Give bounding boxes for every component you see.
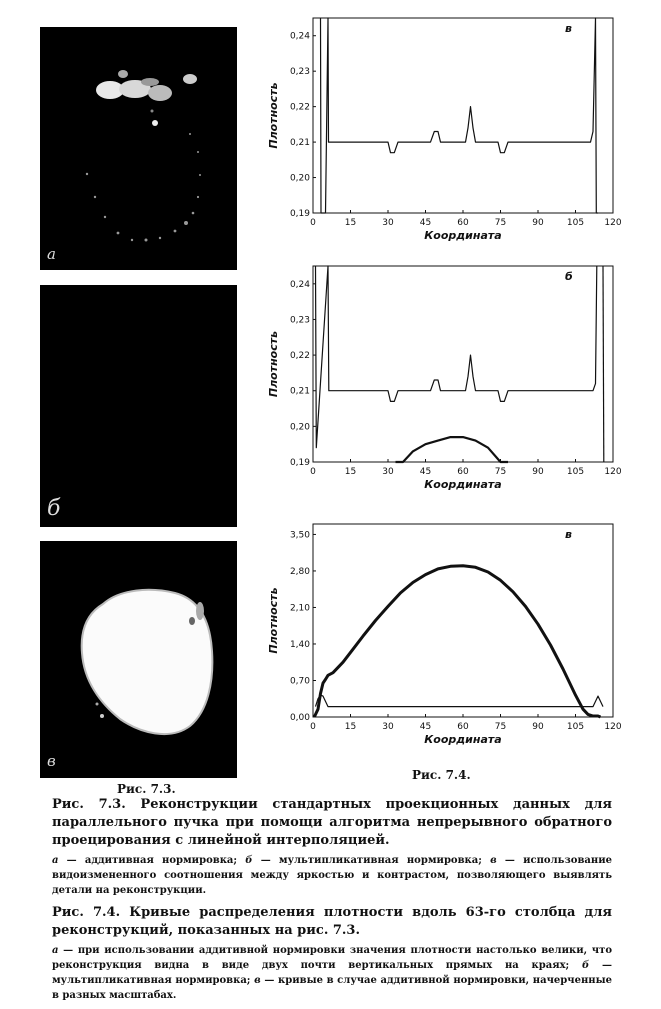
fig74-key-v: в <box>254 975 261 986</box>
chart-3-plot-frame <box>313 524 613 717</box>
chart-1-y-axis-title: Плотность <box>267 82 280 149</box>
chart-3-y-tick-label: 1,40 <box>289 639 310 650</box>
chart-1-panel-letter: в <box>565 22 572 35</box>
chart-3-series-additive <box>316 695 604 707</box>
chart-3-series-bold-arc <box>314 566 600 717</box>
chart-3-y-tick-label: 2,10 <box>289 603 310 614</box>
fig73-caption-title: Рис. 7.3. Реконструкции стандартных проекционных данных для параллельного пучка при помощи алгоритма непрерывного обратного проецирования с линейной интерполяцией. <box>52 797 612 848</box>
chart-3-y-tick-label: 2,80 <box>289 566 310 577</box>
chart-2-series-profile <box>316 266 597 448</box>
chart-1-x-axis-title: Координата <box>424 229 502 242</box>
chart-3-x-axis-title: Координата <box>424 733 502 746</box>
chart-3-x-tick-label: 90 <box>532 722 544 732</box>
chart-2-y-tick-label: 0,22 <box>289 351 310 362</box>
chart-1-x-tick-label: 45 <box>419 218 432 228</box>
chart-2-x-axis-title: Координата <box>424 478 502 491</box>
chart-2-y-axis-title: Плотность <box>267 330 280 398</box>
chart-3-y-tick-label: 0,00 <box>289 713 310 723</box>
fig74-key-b: б <box>582 960 590 971</box>
fig74-text-v: — кривые в случае аддитивной нормировки, начерченные в разных масштабах. <box>52 975 612 1001</box>
chart-3-y-tick-label: 0,70 <box>289 676 310 687</box>
fig74-text-a: — при использовании аддитивной нормировки значения плотности настолько велики, что реконструкция видна в виде двух почти вертикальных прямых на краях; <box>52 945 612 971</box>
chart-2-x-tick-label: 15 <box>344 467 357 477</box>
chart-2-x-tick-label: 60 <box>457 467 469 477</box>
figure-7-4-label: Рис. 7.4. <box>412 768 471 782</box>
chart-3-x-tick-label: 30 <box>382 722 394 732</box>
chart-1-plot-frame <box>313 18 613 213</box>
chart-1-series-profile <box>321 18 599 213</box>
chart-2-x-tick-label: 75 <box>494 467 507 477</box>
chart-2-x-tick-label: 0 <box>310 467 316 477</box>
figure-7-3-label: Рис. 7.3. <box>117 782 176 796</box>
chart-1-x-tick-label: 120 <box>604 218 622 228</box>
chart-1-y-tick-label: 0,24 <box>289 31 310 42</box>
chart-3-panel-letter: в <box>565 528 572 541</box>
fig73-key-v: в <box>490 855 497 866</box>
chart-1-y-tick-label: 0,19 <box>289 209 310 219</box>
figure-captions <box>52 796 612 1009</box>
fig73-caption-details <box>52 853 612 898</box>
chart-3-x-tick-label: 105 <box>566 722 585 732</box>
chart-1-x-tick-label: 60 <box>457 218 469 228</box>
chart-2-series-arc <box>396 437 509 462</box>
chart-2-plot-frame <box>313 266 613 462</box>
fig74-text-b: — мультипликативная нормировка; <box>52 960 612 986</box>
chart-2-series-edge <box>603 266 604 462</box>
chart-1-y-tick-label: 0,21 <box>289 138 310 149</box>
chart-2-y-tick-label: 0,21 <box>289 386 310 397</box>
fig74-caption-title: Рис. 7.4. Кривые распределения плотности вдоль 63-го столбца для реконструкций, показанных на рис. 7.3. <box>52 905 612 938</box>
chart-3-y-axis-title: Плотность <box>267 587 280 654</box>
chart-2-x-tick-label: 120 <box>604 467 622 477</box>
chart-1-x-tick-label: 90 <box>532 218 544 228</box>
chart-3-x-tick-label: 60 <box>457 722 469 732</box>
chart-2-panel-letter: б <box>565 270 573 283</box>
chart-2-x-tick-label: 105 <box>566 467 585 477</box>
chart-3-y-tick-label: 3,50 <box>289 530 310 541</box>
chart-1-x-tick-label: 105 <box>566 218 585 228</box>
fig73-text-b: — мультипликативная нормировка; <box>260 855 482 866</box>
fig73-text-v: — использование видоизмененного соотношения между яркостью и контрастом, позволяющего выявлять детали на реконструкции. <box>52 855 613 896</box>
chart-1-x-tick-label: 15 <box>344 218 357 228</box>
chart-2-y-tick-label: 0,20 <box>289 422 310 433</box>
chart-2-x-tick-label: 90 <box>532 467 544 477</box>
panel-letter-a: a <box>47 245 56 263</box>
panel-letter-v: в <box>47 752 56 770</box>
chart-3-x-tick-label: 75 <box>494 722 507 732</box>
chart-1-y-tick-label: 0,22 <box>289 102 310 113</box>
chart-3-x-tick-label: 45 <box>419 722 432 732</box>
fig73-key-b: б <box>245 855 253 866</box>
panel-letter-b: б <box>47 496 61 521</box>
fig73-text-a: — аддитивная нормировка; <box>66 855 238 866</box>
chart-2-x-tick-label: 45 <box>419 467 432 477</box>
chart-3-x-tick-label: 0 <box>310 722 316 732</box>
chart-1-y-tick-label: 0,23 <box>289 67 310 78</box>
chart-1-y-tick-label: 0,20 <box>289 173 310 184</box>
chart-1-x-tick-label: 0 <box>310 218 316 228</box>
chart-2-y-tick-label: 0,23 <box>289 315 310 326</box>
chart-3-x-tick-label: 15 <box>344 722 357 732</box>
chart-1-x-tick-label: 30 <box>382 218 394 228</box>
chart-2-x-tick-label: 30 <box>382 467 394 477</box>
fig74-caption-details <box>52 943 612 1003</box>
chart-3-x-tick-label: 120 <box>604 722 622 732</box>
fig73-key-a: а <box>52 855 59 866</box>
chart-2-y-tick-label: 0,19 <box>289 458 310 468</box>
chart-1-x-tick-label: 75 <box>494 218 507 228</box>
fig74-key-a: а <box>52 945 59 956</box>
chart-2-y-tick-label: 0,24 <box>289 279 310 290</box>
